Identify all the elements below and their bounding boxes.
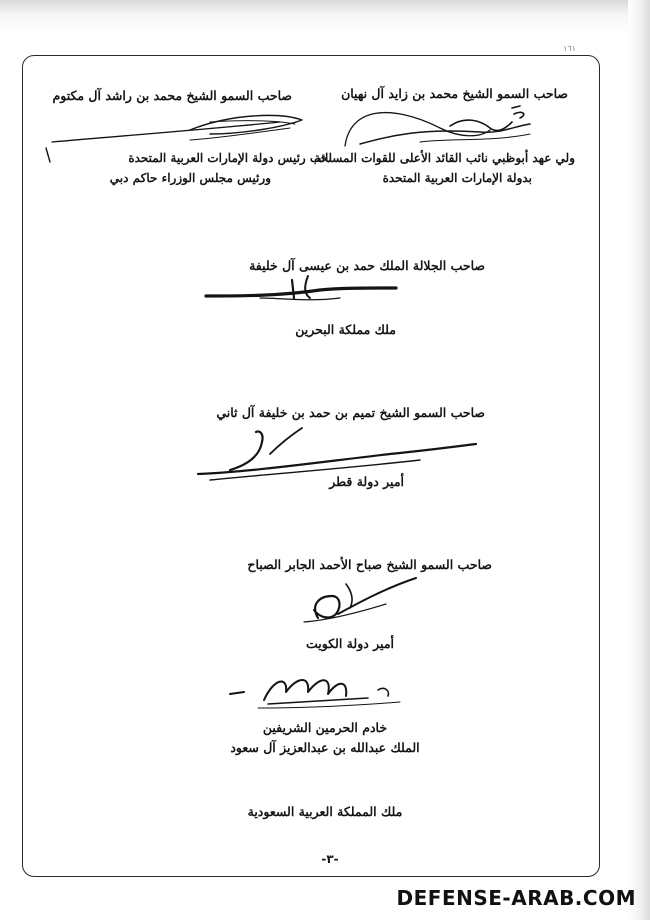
signature-saudi <box>228 670 408 712</box>
signatory-name-uae-mbz: صاحب السمو الشيخ محمد بن زايد آل نهيان <box>341 86 568 101</box>
signatory-name-saudi: الملك عبدالله بن عبدالعزيز آل سعود <box>230 740 420 755</box>
corner-mark: ١٦١ <box>563 44 576 53</box>
scan-shadow-top <box>0 0 650 34</box>
watermark: DEFENSE-ARAB.COM <box>396 886 636 910</box>
signatory-title-kuwait: أمير دولة الكويت <box>305 636 394 651</box>
scan-shadow-right <box>628 0 650 920</box>
signatory-title-uae-mbr-1: نائب رئيس دولة الإمارات العربية المتحدة <box>128 151 332 165</box>
signatory-title-saudi-country: ملك المملكة العربية السعودية <box>247 804 403 819</box>
signatory-title-uae-mbz-2: بدولة الإمارات العربية المتحدة <box>382 171 532 185</box>
signatory-name-kuwait: صاحب السمو الشيخ صباح الأحمد الجابر الصباح <box>247 557 492 572</box>
page-number: -٣- <box>321 852 339 866</box>
signature-bahrain <box>200 276 400 306</box>
signatory-title-saudi-1: خادم الحرمين الشريفين <box>262 720 388 735</box>
signatory-title-uae-mbz-1: ولي عهد أبوظبي نائب القائد الأعلى للقوات المسلحة <box>314 151 575 165</box>
signature-mbz <box>330 98 550 158</box>
signatory-name-uae-mbr: صاحب السمو الشيخ محمد بن راشد آل مكتوم <box>52 88 292 103</box>
signatory-title-qatar: أمير دولة قطر <box>329 474 404 489</box>
signatory-name-qatar: صاحب السمو الشيخ تميم بن حمد بن خليفة آل ثاني <box>216 405 485 420</box>
signatory-title-uae-mbr-2: ورئيس مجلس الوزراء حاكم دبي <box>109 171 271 185</box>
signatory-title-bahrain: ملك مملكة البحرين <box>295 322 396 337</box>
signature-kuwait <box>290 574 420 626</box>
signatory-name-bahrain: صاحب الجلالة الملك حمد بن عيسى آل خليفة <box>249 258 485 273</box>
